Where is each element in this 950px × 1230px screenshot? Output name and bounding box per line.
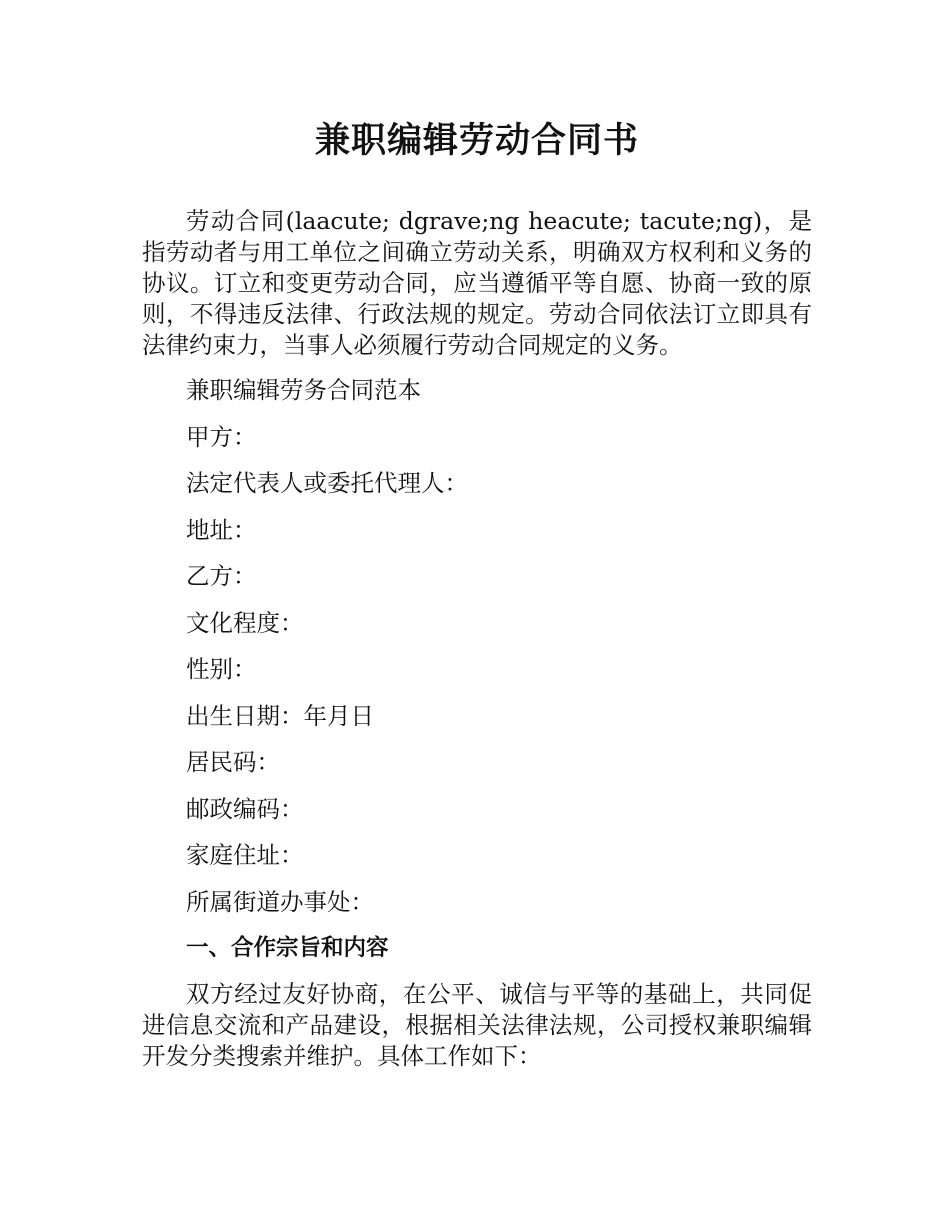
- document-page: [142, 118, 812, 1072]
- section-heading-1: 一、合作宗旨和内容: [186, 935, 389, 961]
- field-party-b: 乙方：: [186, 562, 257, 590]
- intro-paragraph: 劳动合同(laacute; dgrave;ng heacute; tacute;ng)，是指劳动者与用工单位之间确立劳动关系，明确双方权利和义务的协议。订立和变更劳动合同，应当遵循平等自愿、协商一致的原则，不得违反法律、行政法规的规定。劳动合同依法订立即具有法律约束力，当事人必须履行劳动合同规定的义务。: [142, 207, 812, 359]
- field-address: 地址：: [186, 515, 257, 544]
- section-body-1: 双方经过友好协商，在公平、诚信与平等的基础上，共同促进信息交流和产品建设，根据相关法律法规，公司授权兼职编辑开发分类搜索并维护。具体工作如下：: [142, 980, 812, 1070]
- document-title: 兼职编辑劳动合同书: [314, 121, 639, 161]
- field-postal-code: 邮政编码：: [186, 794, 304, 823]
- field-legal-representative: 法定代表人或委托代理人：: [186, 469, 468, 497]
- field-resident-id: 居民码：: [186, 748, 280, 776]
- template-name: 兼职编辑劳务合同范本: [186, 376, 421, 404]
- field-home-address: 家庭住址：: [186, 841, 304, 869]
- field-party-a: 甲方：: [186, 422, 257, 451]
- field-street-office: 所属街道办事处：: [186, 887, 374, 916]
- field-birth-date: 出生日期：年月日: [186, 701, 374, 730]
- field-gender: 性别：: [186, 655, 257, 683]
- field-education: 文化程度：: [186, 608, 304, 637]
